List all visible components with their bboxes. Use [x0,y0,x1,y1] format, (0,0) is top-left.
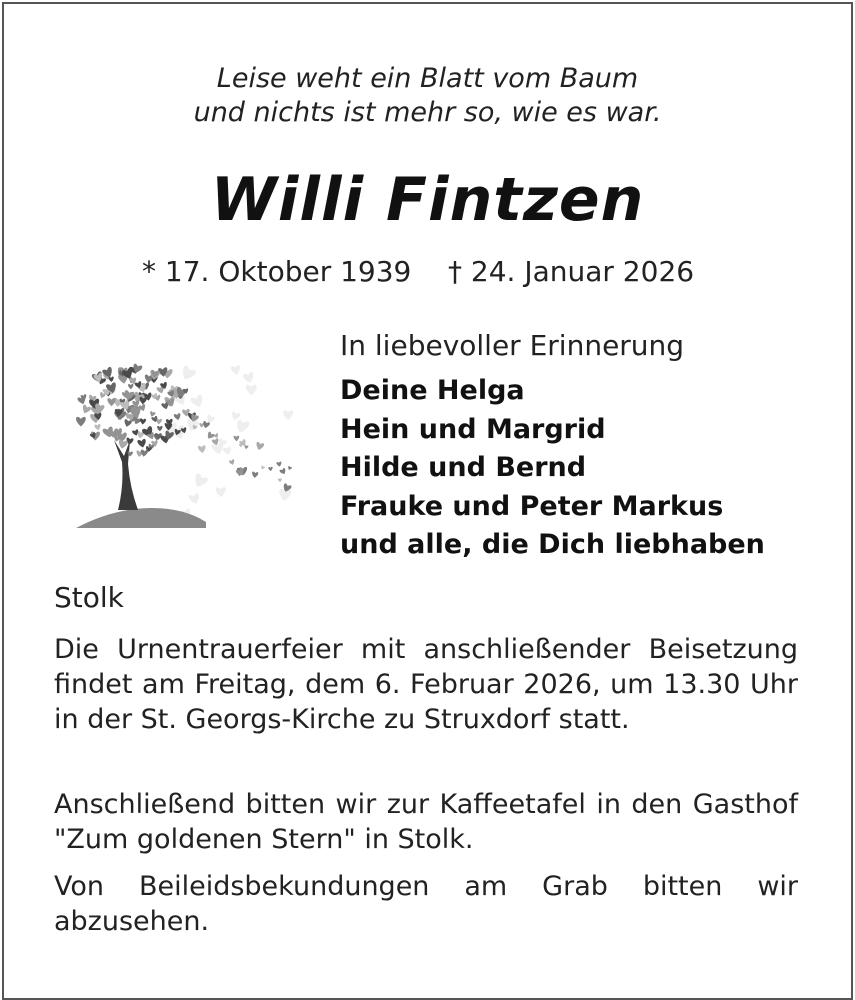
birth-date: * 17. Oktober 1939 [142,255,412,288]
condolences-text: Von Beileidsbekundungen am Grab bitten wir abzusehen. [54,871,798,937]
place-name: Stolk [54,581,124,614]
family-member: Deine Helga [340,375,525,406]
coffee-reception-text: Anschließend bitten wir zur Kaffeetafel in den Gasthof "Zum goldenen Stern" in Stolk. [54,789,798,855]
motto-line-1: Leise weht ein Blatt vom Baum [216,63,639,94]
heart-tree-icon [74,358,306,534]
family-member: Hein und Margrid [340,413,606,445]
remembrance-intro: In liebevoller Erinnerung [340,329,685,362]
funeral-service-text: Die Urnentrauerfeier mit anschließender Beisetzung findet am Freitag, dem 6. Februar 2026, um 13.30 Uhr in der St. Georgs-Kirche zu Struxdorf statt. [54,634,798,735]
deceased-name: Willi Fintzen [210,165,645,235]
death-date: † 24. Januar 2026 [448,255,695,288]
family-list [340,372,765,565]
family-member: Frauke und Peter Markus [340,490,724,522]
family-member: und alle, die Dich liebhaben [340,529,765,560]
motto-line-2: und nichts ist mehr so, wie es war. [193,97,662,128]
family-member: Hilde und Bernd [340,452,587,483]
